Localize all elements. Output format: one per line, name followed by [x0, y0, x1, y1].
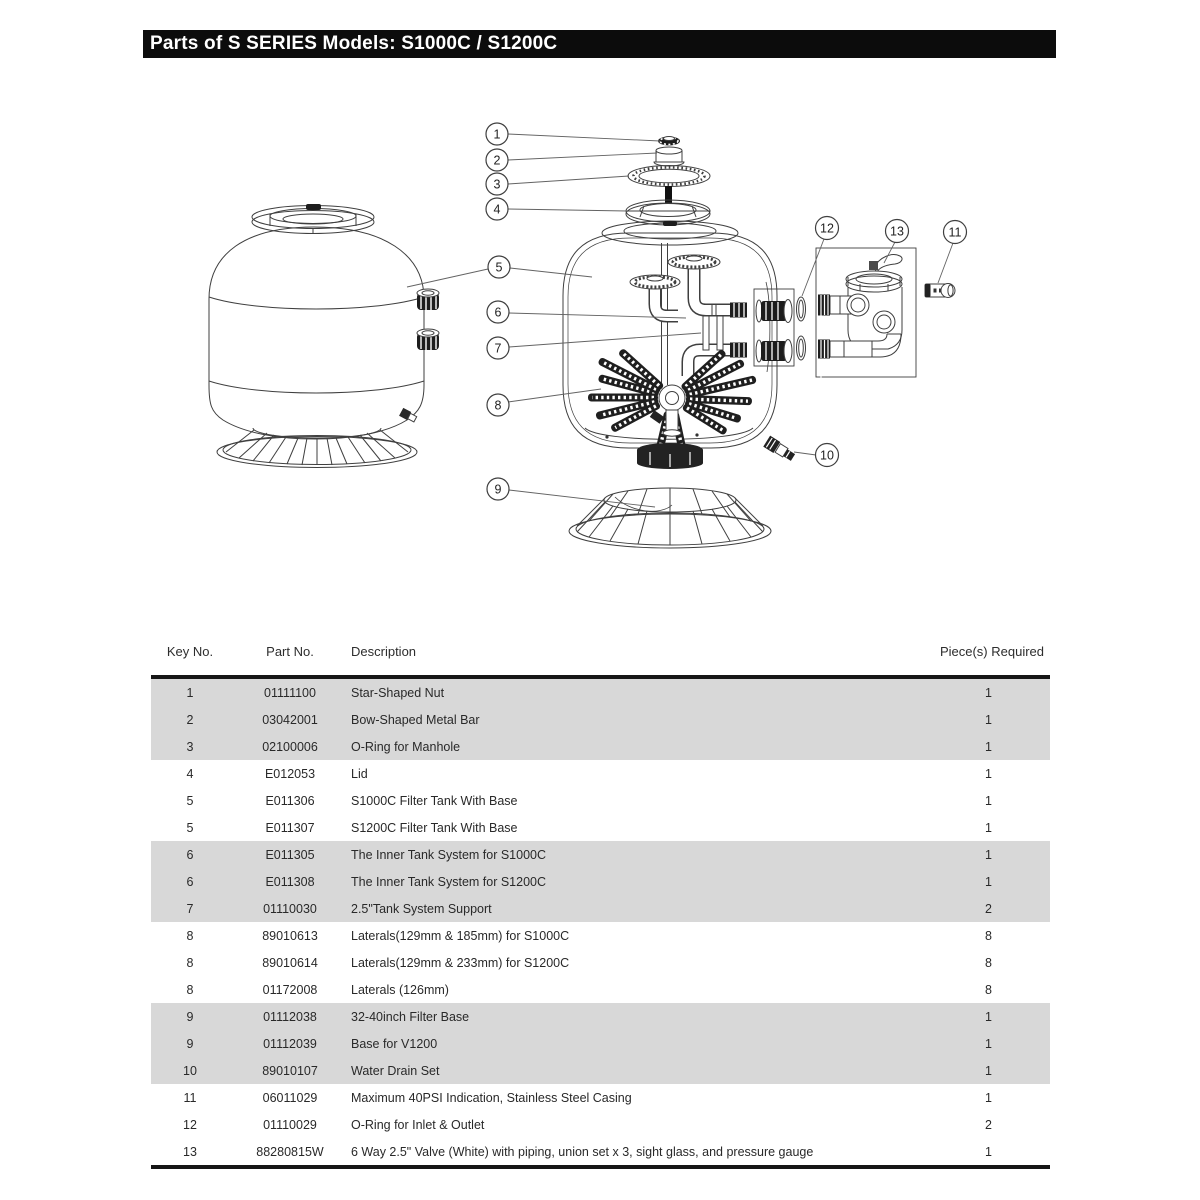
tank-side-port-upper: [417, 289, 439, 310]
callout-9: [487, 478, 509, 500]
cell-pieces: 8: [985, 982, 992, 997]
cell-part: 06011029: [262, 1090, 318, 1105]
cell-part: 03042001: [262, 712, 318, 727]
svg-text:1: 1: [493, 127, 501, 142]
cell-desc: Laterals(129mm & 233mm) for S1200C: [351, 955, 570, 970]
cell-key: 1: [186, 685, 194, 700]
cell-part: 01112039: [263, 1036, 317, 1051]
cell-key: 6: [186, 847, 194, 862]
svg-text:6: 6: [494, 305, 502, 320]
cell-pieces: 1: [985, 766, 992, 781]
cell-part: E011308: [265, 874, 315, 889]
cell-key: 5: [186, 793, 194, 808]
manhole-o-ring: [628, 166, 710, 187]
callout-7: [487, 337, 509, 359]
parts-table: [151, 628, 1050, 1169]
table-row: [151, 922, 1050, 949]
cell-desc: Maximum 40PSI Indication, Stainless Steel Casing: [351, 1090, 632, 1105]
cell-desc: S1200C Filter Tank With Base: [351, 820, 518, 835]
callout-5: [488, 256, 510, 278]
table-row: [151, 841, 1050, 868]
table-row: [151, 895, 1050, 922]
cell-part: 89010614: [262, 955, 318, 970]
cell-key: 9: [186, 1009, 194, 1024]
cell-pieces: 2: [985, 901, 992, 916]
callout-11: [944, 221, 967, 244]
tank-drain-plug: [399, 408, 417, 423]
cell-part: 02100006: [262, 739, 318, 754]
cell-pieces: 1: [985, 1036, 992, 1051]
cell-pieces: 1: [985, 1144, 992, 1159]
cell-key: 6: [186, 874, 194, 889]
filter-tank: [209, 204, 439, 468]
cell-part: 01112038: [263, 1009, 317, 1024]
cell-desc: 2.5"Tank System Support: [351, 901, 492, 916]
svg-text:8: 8: [494, 398, 502, 413]
bottom-collar: [637, 443, 703, 469]
star-shaped-nut: [658, 137, 680, 146]
multiport-valve: [816, 248, 916, 515]
cell-desc: Laterals(129mm & 185mm) for S1000C: [351, 928, 570, 943]
cell-desc: Laterals (126mm): [351, 982, 449, 997]
cell-key: 8: [186, 955, 194, 970]
svg-text:4: 4: [493, 202, 501, 217]
svg-text:12: 12: [820, 221, 834, 236]
diffuser-lower: [630, 275, 680, 289]
cell-pieces: 1: [985, 874, 992, 889]
pipe-wall-fittings: [730, 303, 747, 358]
header-description: Description: [351, 644, 417, 659]
svg-text:3: 3: [493, 177, 501, 192]
cell-key: 10: [183, 1063, 197, 1078]
table-row: [151, 868, 1050, 895]
cell-desc: Base for V1200: [351, 1036, 438, 1051]
table-row: [151, 1111, 1050, 1138]
svg-text:10: 10: [820, 448, 834, 463]
page-title: [143, 30, 1056, 58]
cell-part: E011307: [265, 820, 315, 835]
tank-base: [217, 428, 417, 468]
cell-pieces: 2: [985, 1117, 992, 1132]
cell-desc: O-Ring for Inlet & Outlet: [351, 1117, 485, 1132]
svg-text:13: 13: [890, 224, 904, 239]
cell-desc: O-Ring for Manhole: [351, 739, 461, 754]
cell-key: 12: [183, 1117, 197, 1132]
cell-part: 89010613: [262, 928, 318, 943]
cell-part: E012053: [264, 766, 316, 781]
cell-key: 9: [186, 1036, 194, 1051]
header-part-no: Part No.: [266, 644, 314, 659]
table-row: [151, 1030, 1050, 1057]
table-row: [151, 1003, 1050, 1030]
cell-pieces: 1: [985, 685, 992, 700]
svg-text:7: 7: [494, 341, 502, 356]
table-row: [151, 949, 1050, 976]
bow-shaped-metal-bar: [654, 147, 684, 166]
cell-key: 3: [186, 739, 194, 754]
cell-part: 88280815W: [256, 1144, 324, 1159]
callout-13: [886, 220, 909, 243]
page-title-text: Parts of S SERIES Models: S1000C / S1200C: [150, 33, 558, 54]
cell-key: 8: [186, 928, 194, 943]
inlet-outlet-o-rings: [797, 297, 806, 360]
table-row: [151, 1084, 1050, 1111]
cell-part: 89010107: [262, 1063, 318, 1078]
table-row: [151, 814, 1050, 841]
callout-4: [486, 198, 508, 220]
table-header: [151, 628, 1050, 679]
svg-text:2: 2: [493, 153, 501, 168]
cell-part: 01172008: [262, 982, 318, 997]
cell-part: 01110030: [263, 901, 317, 916]
callout-6: [487, 301, 509, 323]
cell-desc: The Inner Tank System for S1200C: [351, 874, 547, 889]
header-key-no: Key No.: [166, 644, 214, 659]
tank-vent-cap: [306, 204, 321, 210]
cell-key: 5: [186, 820, 194, 835]
cell-desc: Water Drain Set: [351, 1063, 440, 1078]
cell-part: 01110029: [263, 1117, 317, 1132]
callout-10: [816, 444, 839, 467]
cell-part: 01111100: [264, 685, 316, 700]
cell-desc: 6 Way 2.5" Valve (White) with piping, union set x 3, sight glass, and pressure gauge: [351, 1144, 814, 1159]
cell-pieces: 1: [985, 793, 992, 808]
table-row: [151, 1138, 1050, 1165]
cell-key: 2: [186, 712, 194, 727]
cell-pieces: 1: [985, 1063, 992, 1078]
header-pieces-required: Piece(s) Required: [939, 644, 1044, 659]
cell-desc: 32-40inch Filter Base: [351, 1009, 470, 1024]
water-drain-set: [763, 436, 796, 463]
cell-key: 4: [186, 766, 194, 781]
diffuser-upper: [668, 255, 720, 269]
cell-pieces: 1: [985, 820, 992, 835]
cell-part: E011306: [265, 793, 315, 808]
callout-3: [486, 173, 508, 195]
cell-desc: Bow-Shaped Metal Bar: [351, 712, 480, 727]
cell-pieces: 8: [985, 928, 992, 943]
cell-desc: Star-Shaped Nut: [351, 685, 445, 700]
cell-desc: S1000C Filter Tank With Base: [351, 793, 518, 808]
svg-text:5: 5: [495, 260, 503, 275]
cell-desc: The Inner Tank System for S1000C: [351, 847, 547, 862]
svg-text:11: 11: [948, 225, 962, 240]
callout-8: [487, 394, 509, 416]
table-row: [151, 760, 1050, 787]
cell-key: 11: [183, 1090, 197, 1105]
tank-side-port-lower: [417, 329, 439, 350]
pressure-gauge: [925, 284, 955, 298]
filter-base: [569, 488, 771, 548]
cell-pieces: 1: [985, 739, 992, 754]
cell-pieces: 8: [985, 955, 992, 970]
cell-key: 13: [183, 1144, 197, 1159]
cell-desc: Lid: [351, 766, 368, 781]
cell-pieces: 1: [985, 712, 992, 727]
callout-12: [816, 217, 839, 240]
cell-pieces: 1: [985, 1009, 992, 1024]
cell-key: 7: [186, 901, 194, 916]
table-row: [151, 679, 1050, 706]
table-row: [151, 787, 1050, 814]
cell-key: 8: [186, 982, 194, 997]
table-row: [151, 706, 1050, 733]
cell-part: E011305: [265, 847, 315, 862]
table-row: [151, 733, 1050, 760]
parts-table-body: [151, 679, 1050, 1169]
bulkhead-fittings: [754, 282, 794, 372]
table-row: [151, 976, 1050, 1003]
callout-1: [486, 123, 508, 145]
svg-text:9: 9: [494, 482, 502, 497]
cell-pieces: 1: [985, 1090, 992, 1105]
table-row: [151, 1057, 1050, 1084]
cell-pieces: 1: [985, 847, 992, 862]
parts-diagram: [0, 60, 1200, 620]
callout-2: [486, 149, 508, 171]
